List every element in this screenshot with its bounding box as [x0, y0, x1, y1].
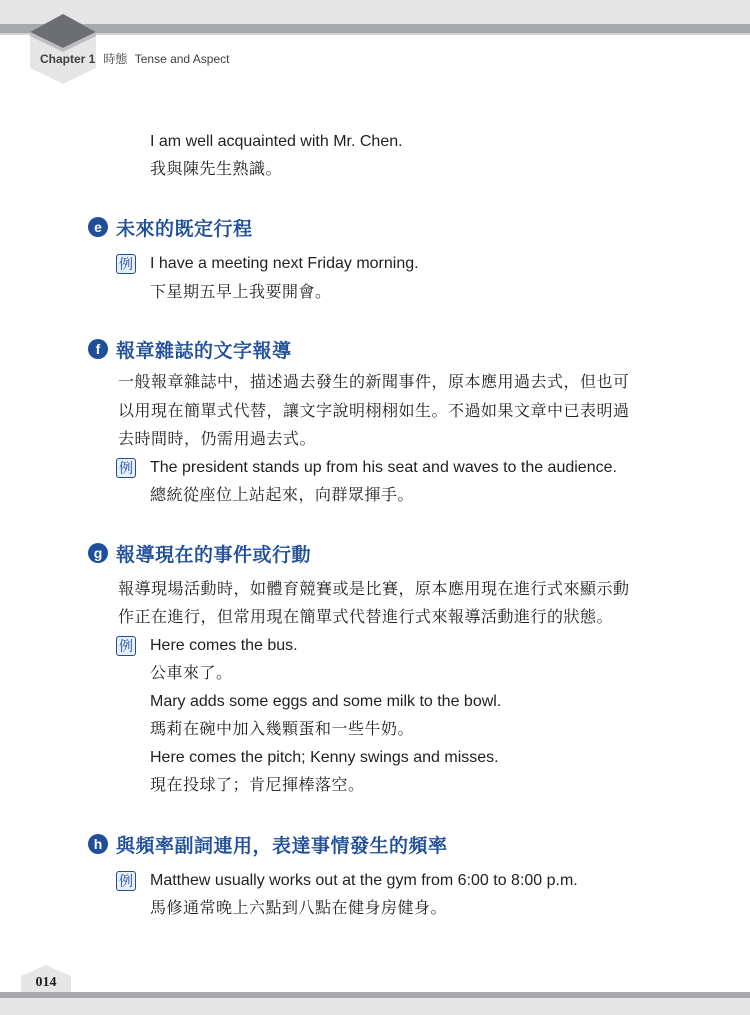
chapter-label: Chapter 1 [40, 52, 96, 66]
section-title: 報章雜誌的文字報導 [116, 340, 292, 362]
body-line: 一般報章雜誌中，描述過去發生的新聞事件，原本應用過去式，但也可 [118, 374, 630, 391]
example-mark: 例 [116, 254, 136, 274]
bottom-band [0, 998, 750, 1015]
example-zh: 總統從座位上站起來，向群眾揮手。 [150, 487, 415, 504]
top-rule-thin [0, 33, 750, 35]
example-zh: 現在投球了；肯尼揮棒落空。 [150, 777, 365, 794]
page-number: 014 [35, 975, 57, 990]
section-title: 未來的既定行程 [116, 218, 253, 240]
section-heading-h [88, 831, 448, 857]
example-mark: 例 [116, 458, 136, 478]
example-en: Here comes the bus. [150, 637, 298, 654]
example-mark: 例 [116, 636, 136, 656]
section-letter-badge: f [88, 339, 108, 359]
section-letter-badge: g [88, 543, 108, 563]
example-zh: 公車來了。 [150, 665, 233, 682]
body-line: 以用現在簡單式代替，讓文字說明栩栩如生。不過如果文章中已表明過 [118, 403, 630, 420]
chapter-title: 時態 [103, 52, 128, 66]
intro-example-zh: 我與陳先生熟識。 [150, 161, 283, 178]
top-rule [0, 24, 750, 33]
section-letter-badge: h [88, 834, 108, 854]
example-en: I have a meeting next Friday morning. [150, 255, 419, 272]
example-en: Here comes the pitch; Kenny swings and misses. [150, 749, 499, 766]
chapter-hexagon [28, 12, 98, 86]
example-zh: 馬修通常晚上六點到八點在健身房健身。 [150, 900, 448, 917]
example-en: Matthew usually works out at the gym from 6:00 to 8:00 p.m. [150, 872, 578, 889]
running-header [40, 50, 229, 67]
section-letter-badge: e [88, 217, 108, 237]
example-zh: 瑪莉在碗中加入幾顆蛋和一些牛奶。 [150, 721, 415, 738]
intro-example-en: I am well acquainted with Mr. Chen. [150, 133, 403, 150]
section-title: 與頻率副詞連用，表達事情發生的頻率 [116, 835, 448, 857]
body-line: 作正在進行，但常用現在簡單式代替進行式來報導活動進行的狀態。 [118, 609, 614, 626]
top-band [0, 0, 750, 24]
example-en: The president stands up from his seat and waves to the audience. [150, 459, 617, 476]
example-mark: 例 [116, 871, 136, 891]
chapter-title-en: Tense and Aspect [134, 52, 230, 66]
section-heading-e [88, 214, 253, 240]
body-line: 去時間時，仍需用過去式。 [118, 431, 317, 448]
example-en: Mary adds some eggs and some milk to the bowl. [150, 693, 502, 710]
body-line: 報導現場活動時，如體育競賽或是比賽，原本應用現在進行式來顯示動 [118, 581, 630, 598]
section-heading-g [88, 540, 311, 566]
section-title: 報導現在的事件或行動 [116, 544, 312, 566]
section-heading-f [88, 336, 292, 362]
example-zh: 下星期五早上我要開會。 [150, 284, 332, 301]
